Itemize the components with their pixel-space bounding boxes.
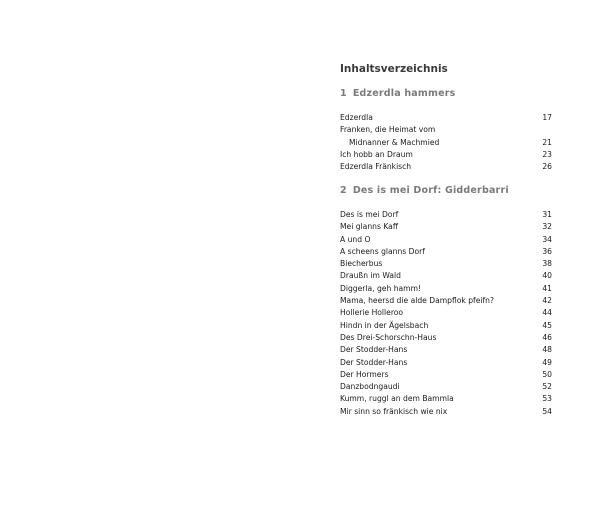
toc-entry-label: Biecherbus bbox=[340, 259, 383, 269]
toc-entry bbox=[340, 149, 552, 161]
toc-entry bbox=[340, 234, 552, 246]
toc-entry-page-number: 26 bbox=[542, 162, 552, 172]
toc-entry-page-number: 49 bbox=[542, 357, 552, 367]
section-number: 1 bbox=[340, 88, 347, 99]
toc-entry-page-number: 50 bbox=[542, 369, 552, 379]
section-heading-1 bbox=[340, 88, 456, 99]
toc-entry-label: Danzbodngaudi bbox=[340, 382, 400, 392]
section-title: Edzerdla hammers bbox=[352, 88, 456, 99]
toc-entry-label: Des is mei Dorf bbox=[340, 210, 399, 219]
section-title: Des is mei Dorf: Gidderbarri bbox=[352, 185, 509, 196]
toc-entry-label: A und O bbox=[340, 234, 371, 244]
section-heading-2 bbox=[340, 185, 509, 196]
toc-entry bbox=[340, 283, 552, 295]
toc-entry-page-number: 36 bbox=[542, 246, 552, 256]
toc-entry bbox=[340, 124, 552, 136]
toc-entry-label: Hindn in der Ägelsbach bbox=[340, 320, 429, 330]
toc-entry-page-number: 48 bbox=[542, 345, 552, 355]
toc-entry bbox=[340, 406, 552, 418]
toc-entry-label: Diggerla, geh hamm! bbox=[340, 283, 422, 293]
toc-entry-label: Der Stodder-Hans bbox=[340, 345, 408, 355]
toc-entry bbox=[340, 357, 552, 369]
toc-entry-label: Draußn im Wald bbox=[340, 271, 401, 281]
toc-entry-label: Kumm, ruggl an dem Bammla bbox=[340, 394, 454, 404]
toc-entry-page-number: 23 bbox=[542, 149, 552, 159]
toc-entry bbox=[340, 332, 552, 344]
toc-entry-label: Der Stodder-Hans bbox=[340, 357, 408, 367]
toc-title: Inhaltsverzeichnis bbox=[340, 63, 448, 75]
toc-entry-page-number: 17 bbox=[542, 113, 552, 122]
toc-entry bbox=[340, 320, 552, 332]
toc-entry bbox=[340, 270, 552, 282]
toc-entry-page-number: 52 bbox=[542, 382, 552, 392]
toc-entry-label: Mir sinn so fränkisch wie nix bbox=[340, 406, 448, 416]
toc-entry bbox=[340, 344, 552, 356]
toc-entry bbox=[340, 381, 552, 393]
toc-entry bbox=[340, 209, 552, 221]
toc-entry bbox=[340, 393, 552, 405]
toc-entry bbox=[340, 137, 552, 149]
toc-entry-page-number: 21 bbox=[542, 137, 552, 147]
toc-entry-page-number: 34 bbox=[542, 234, 552, 244]
toc-entry-page-number: 38 bbox=[542, 259, 552, 269]
toc-entry-page-number: 42 bbox=[542, 296, 552, 306]
toc-entry bbox=[340, 369, 552, 381]
toc-entry-page-number: 44 bbox=[542, 308, 552, 318]
toc-entry-page-number: 45 bbox=[542, 320, 552, 330]
toc-entry bbox=[340, 221, 552, 233]
toc-entry bbox=[340, 161, 552, 173]
toc-entry-page-number: 46 bbox=[542, 332, 552, 342]
toc-entry bbox=[340, 307, 552, 319]
toc-entry bbox=[340, 112, 552, 124]
toc-entry-label: Franken, die Heimat vom bbox=[340, 125, 436, 135]
toc-entry-label: Edzerdla Fränkisch bbox=[340, 162, 412, 172]
toc-entry-label: Midnanner & Machmied bbox=[349, 137, 440, 147]
toc-entry bbox=[340, 295, 552, 307]
section-1-entries bbox=[340, 112, 552, 173]
section-2-entries bbox=[340, 209, 552, 418]
toc-entry-page-number: 54 bbox=[542, 406, 552, 416]
toc-entry-page-number: 32 bbox=[542, 222, 552, 232]
toc-entry-label: Des Drei-Schorschn-Haus bbox=[340, 332, 437, 342]
toc-entry-label: Mei glanns Kaff bbox=[340, 222, 399, 232]
toc-entry-page-number: 53 bbox=[542, 394, 552, 404]
toc-entry-page-number: 41 bbox=[542, 283, 552, 293]
toc-entry-label: Edzerdla bbox=[340, 113, 373, 122]
toc-entry-label: Der Hormers bbox=[340, 369, 389, 379]
toc-entry-label: Mama, heersd die alde Dampflok pfeifn? bbox=[340, 296, 494, 306]
toc-entry-label: A scheens glanns Dorf bbox=[340, 246, 425, 256]
toc-entry-page-number: 40 bbox=[542, 271, 552, 281]
toc-entry-page-number: 31 bbox=[542, 210, 552, 219]
section-number: 2 bbox=[340, 185, 347, 196]
toc-entry bbox=[340, 246, 552, 258]
toc-entry-label: Ich hobb an Draum bbox=[340, 149, 413, 159]
toc-entry-label: Hollerie Holleroo bbox=[340, 308, 404, 318]
toc-entry bbox=[340, 258, 552, 270]
